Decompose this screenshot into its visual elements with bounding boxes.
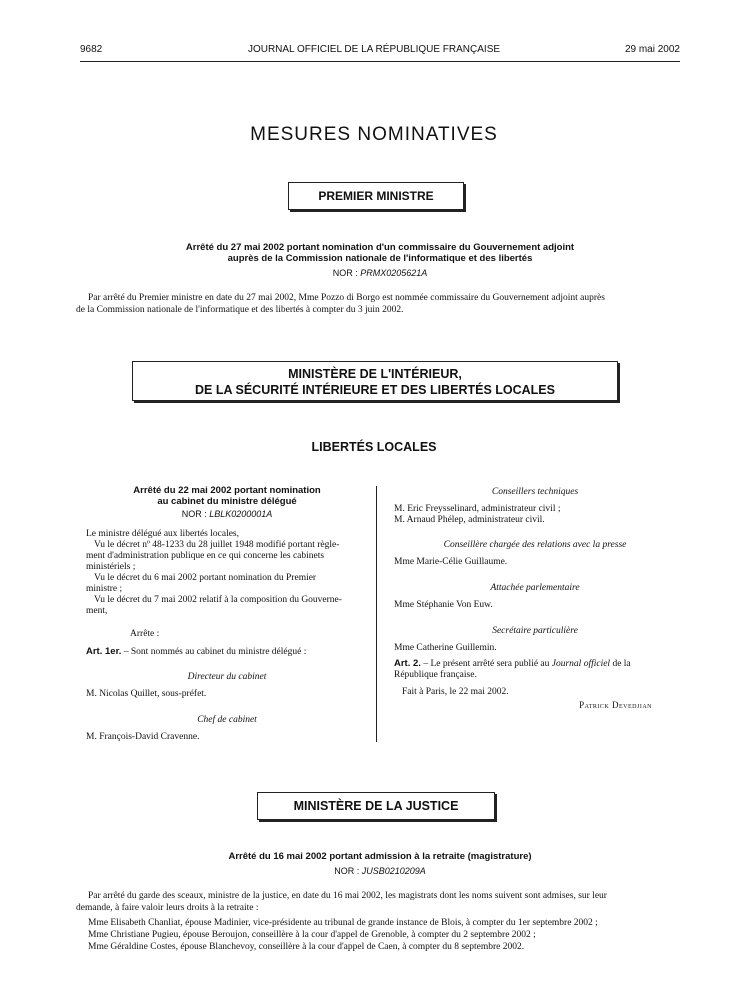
visas-block [86,529,368,617]
nor-line-3 [80,866,680,876]
person-freysselinard: M. Eric Freysselinard, administrateur civil ; [394,504,561,514]
arrete-word: Arrête : [130,629,160,639]
nor-code-2: LBLK0200001A [209,509,273,519]
journal-title: JOURNAL OFFICIEL DE LA RÉPUBLIQUE FRANÇAISE [247,44,501,55]
person-quillet: M. Nicolas Quillet, sous-préfet. [86,689,207,699]
visa-line: Le ministre délégué aux libertés locales, [86,529,239,539]
signature: Patrick Devedjian [579,700,652,710]
page-number: 9682 [80,44,103,55]
role-directeur-cabinet: Directeur du cabinet [187,672,267,682]
column-divider [376,486,377,742]
magistrat-list-item: Mme Géraldine Costes, épouse Blanchevoy, conseillère à la cour d'appel de Caen, à compter du 8 septembre 2002. [88,942,525,952]
article-1-label: Art. 1er. [86,646,122,657]
libertes-locales-heading: LIBERTÉS LOCALES [311,440,437,454]
body-line: demande, à faire valoir leurs droits à la retraite : [76,903,259,913]
magistrat-list-item: Mme Christiane Pugieu, épouse Beroujon, conseillère à la cour d'appel de Grenoble, à compter du 2 septembre 2002 ; [88,930,536,940]
nor-code-3: JUSB0210209A [361,866,426,876]
premier-ministre-title: PREMIER MINISTRE [318,189,434,203]
ministere-interieur-line1: MINISTÈRE DE L'INTÉRIEUR, [288,367,462,381]
person-cravenne: M. François-David Cravenne. [86,732,200,742]
visa-line: Vu le décret du 6 mai 2002 portant nomination du Premier [94,573,317,583]
visa-line: ministériels ; [86,562,136,572]
visa-line: ministre ; [86,584,123,594]
article-1-text: – Sont nommés au cabinet du ministre délégué : [121,647,307,657]
arrete-27-mai-body [76,292,680,316]
nor-line-1 [80,268,680,278]
arrete-27-mai-line2: auprès de la Commission nationale de l'informatique et des libertés [227,253,533,264]
nor-line-2 [86,509,368,519]
person-guillaume: Mme Marie-Célie Guillaume. [394,557,508,567]
article-2-post: de la [610,659,631,669]
ministere-interieur-line2: DE LA SÉCURITÉ INTÉRIEURE ET DES LIBERTÉS LOCALES [195,383,555,397]
arrete-16-mai-body [76,890,680,953]
body-line: Par arrêté du Premier ministre en date du 27 mai 2002, Mme Pozzo di Borgo est nommée commissaire du Gouvernement adjoint auprès [88,293,605,303]
ministere-justice-title: MINISTÈRE DE LA JUSTICE [293,799,459,813]
left-column [86,485,368,743]
article-2-label: Art. 2. [394,658,421,669]
visa-line: ment, [86,606,108,616]
ministere-interieur-box [132,361,618,401]
body-line: de la Commission nationale de l'informatique et des libertés à compter du 3 juin 2002. [76,305,404,315]
visa-line: ment d'administration publique en ce qui concerne les cabinets [86,551,325,561]
person-guillemin: Mme Catherine Guillemin. [394,643,497,653]
arrete-22-mai-line2: au cabinet du ministre délégué [157,496,297,507]
role-secretaire-particuliere: Secrétaire particulière [492,626,578,636]
arrete-27-mai-title [80,242,680,264]
ministere-justice-box [257,792,495,820]
premier-ministre-box [288,182,464,210]
nor-label-1: NOR : [332,268,358,278]
arrete-22-mai-title [86,485,368,507]
role-relations-presse: Conseillère chargée des relations avec la presse [443,540,627,550]
visa-line: Vu le décret nº 48-1233 du 28 juillet 1948 modifié portant règle- [94,540,340,550]
nor-code-1: PRMX0205621A [360,268,428,278]
arrete-27-mai-line1: Arrêté du 27 mai 2002 portant nomination d'un commissaire du Gouvernement adjoint [185,242,575,253]
arrete-22-mai-line1: Arrêté du 22 mai 2002 portant nomination [133,485,321,496]
nor-label-2: NOR : [181,509,207,519]
person-von-euw: Mme Stéphanie Von Euw. [394,600,493,610]
magistrat-list-item: Mme Elisabeth Chanliat, épouse Madinier, vice-présidente au tribunal de grande instance de Blois, à compter du 1er septembre 2002 ; [88,918,598,928]
header-rule [80,61,680,62]
nor-label-3: NOR : [334,866,360,876]
article-2-line2: République française. [394,670,477,680]
role-attachee-parlementaire: Attachée parlementaire [490,583,580,593]
role-chef-cabinet: Chef de cabinet [197,715,257,725]
fait-a-paris: Fait à Paris, le 22 mai 2002. [402,687,509,697]
article-2-pre: – Le présent arrêté sera publié au [420,659,552,669]
article-1 [86,646,368,658]
body-line: Par arrêté du garde des sceaux, ministre de la justice, en date du 16 mai 2002, les magistrats dont les noms suivent sont admises, sur leur [88,891,607,901]
role-conseillers-techniques: Conseillers techniques [491,487,579,497]
person-phelep: M. Arnaud Phélep, administrateur civil. [394,515,545,525]
arrete-16-mai-title: Arrêté du 16 mai 2002 portant admission à la retraite (magistrature) [228,851,532,862]
header-date: 29 mai 2002 [624,44,680,55]
right-column [394,487,676,711]
article-2-journal: Journal officiel [551,659,611,669]
visa-line: Vu le décret du 7 mai 2002 relatif à la composition du Gouverne- [94,595,342,605]
article-2 [394,658,676,670]
main-title: MESURES NOMINATIVES [250,124,498,145]
